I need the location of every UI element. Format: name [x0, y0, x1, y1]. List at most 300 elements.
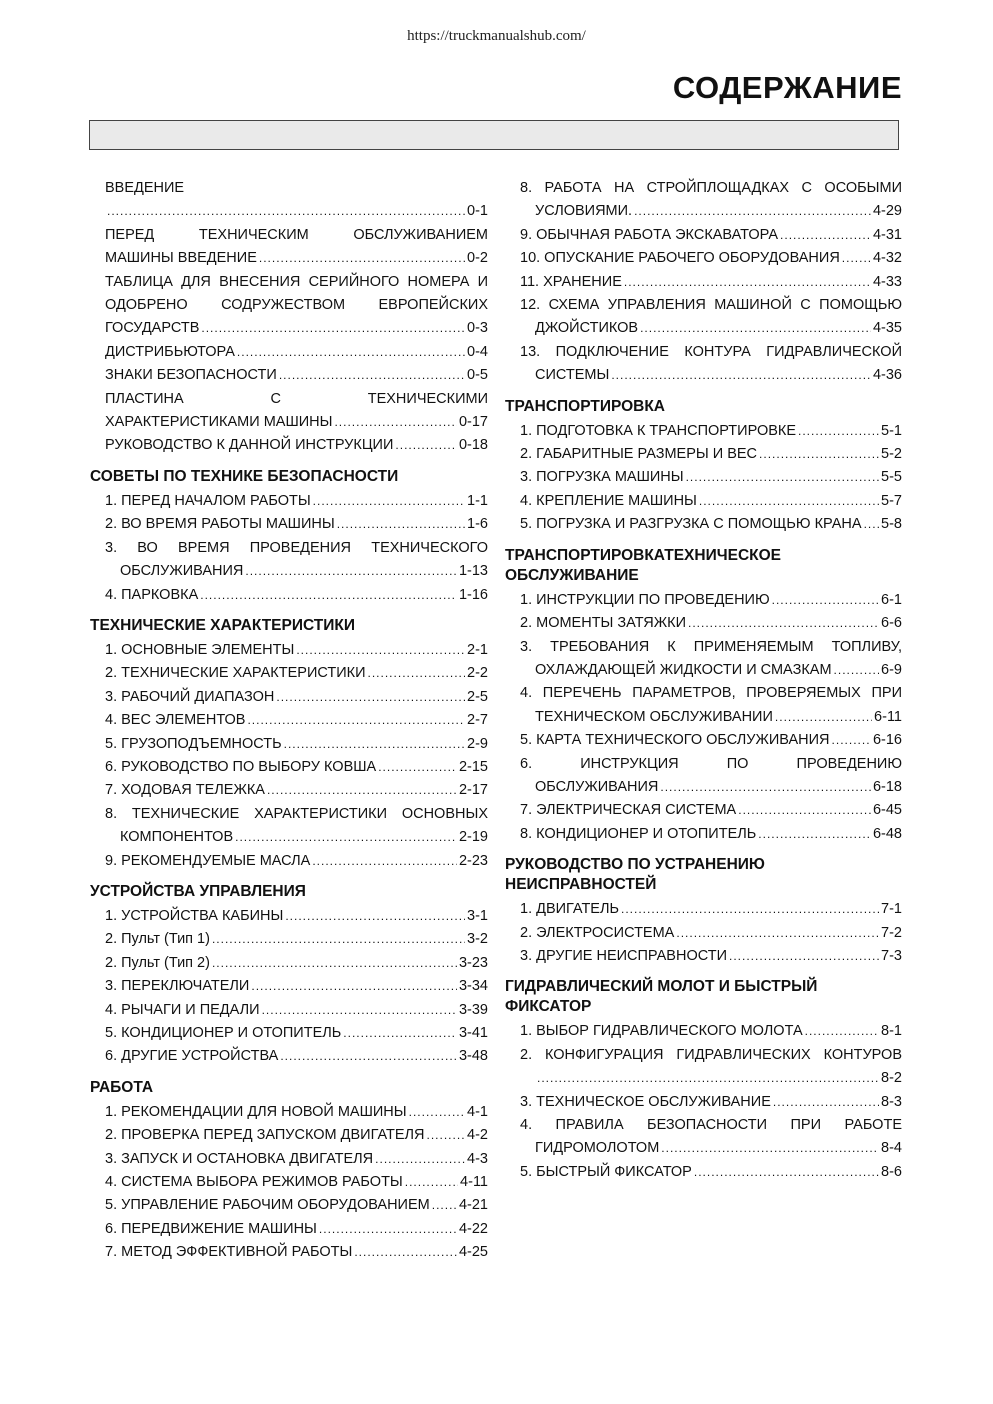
- page-number: 2-5: [467, 688, 488, 705]
- page-number: 3-41: [458, 1025, 488, 1041]
- dot-leader: [312, 850, 457, 873]
- dot-leader: [319, 1218, 457, 1241]
- toc-entry[interactable]: [90, 1218, 488, 1241]
- toc-entry-line: [505, 659, 902, 682]
- dot-leader: [758, 823, 871, 846]
- page-number: 5-2: [881, 446, 902, 463]
- section-heading: УСТРОЙСТВА УПРАВЛЕНИЯ: [90, 882, 306, 900]
- page-number: 0-3: [467, 320, 488, 337]
- toc-entry-text: ТАБЛИЦА ДЛЯ ВНЕСЕНИЯ СЕРИЙНОГО НОМЕРА И: [105, 273, 488, 290]
- toc-entry-label: ЗНАКИ БЕЗОПАСНОСТИ: [105, 367, 277, 384]
- dot-leader: [245, 560, 457, 583]
- dot-leader: [296, 639, 465, 662]
- toc-entry[interactable]: [505, 1161, 902, 1184]
- toc-entry-text: 8. РАБОТА НА СТРОЙПЛОЩАДКАХ С ОСОБЫМИ: [520, 180, 902, 196]
- toc-entry[interactable]: [505, 898, 902, 921]
- toc-entry-label: 3. ПОГРУЗКА МАШИНЫ: [520, 469, 684, 486]
- section-heading-line: ТРАНСПОРТИРОВКА: [505, 397, 666, 415]
- toc-entry-label: ТЕХНИЧЕСКОМ ОБСЛУЖИВАНИИ: [535, 708, 773, 725]
- toc-entry-line: [505, 490, 902, 513]
- page-number: 7-1: [881, 901, 902, 918]
- toc-entry[interactable]: [90, 928, 488, 951]
- toc-entry-label: 3. РАБОЧИЙ ДИАПАЗОН: [105, 688, 275, 705]
- toc-entry[interactable]: [505, 513, 902, 536]
- page-number: 4-2: [467, 1127, 488, 1144]
- toc-entry[interactable]: [505, 420, 902, 443]
- section-heading: [505, 855, 902, 895]
- toc-entry-line: [505, 271, 902, 294]
- toc-entry-line: [90, 662, 488, 685]
- toc-entry[interactable]: [90, 490, 488, 513]
- dot-leader: [686, 466, 879, 489]
- page-number: 0-5: [467, 367, 488, 384]
- toc-entry[interactable]: [90, 850, 488, 873]
- toc-entry[interactable]: [90, 952, 488, 975]
- dot-leader: [276, 686, 465, 709]
- toc-entry-line: [90, 200, 488, 223]
- toc-entry-line: [505, 898, 902, 921]
- toc-entry-label: ДЖОЙСТИКОВ: [535, 320, 639, 337]
- toc-entry[interactable]: [90, 779, 488, 802]
- dot-leader: [611, 364, 871, 387]
- toc-entry[interactable]: [505, 753, 902, 800]
- dot-leader: [200, 584, 457, 607]
- toc-entry[interactable]: [505, 1044, 902, 1091]
- toc-entry-label: ГОСУДАРСТВ: [105, 320, 200, 337]
- toc-entry-line: [90, 1022, 488, 1045]
- page-number: 3-39: [458, 1001, 488, 1018]
- toc-entry-text: ПЛАСТИНА С ТЕХНИЧЕСКИМИ: [105, 390, 488, 407]
- toc-entry-line: [505, 1020, 902, 1043]
- toc-entry-label: 7. МЕТОД ЭФФЕКТИВНОЙ РАБОТЫ: [105, 1244, 353, 1261]
- toc-entry-text: ОДОБРЕНО СОДРУЖЕСТВОМ ЕВРОПЕЙСКИХ: [105, 297, 488, 314]
- toc-entry[interactable]: [505, 466, 902, 489]
- toc-entry[interactable]: [90, 1148, 488, 1171]
- dot-leader: [395, 434, 457, 457]
- toc-entry-label: 5. БЫСТРЫЙ ФИКСАТОР: [520, 1163, 692, 1180]
- section-heading-line: ГИДРАВЛИЧЕСКИЙ МОЛОТ И БЫСТРЫЙ: [505, 978, 818, 996]
- toc-entry[interactable]: [90, 177, 488, 224]
- toc-entry[interactable]: [90, 584, 488, 607]
- toc-entry-text: 6. ИНСТРУКЦИЯ ПО ПРОВЕДЕНИЮ: [520, 755, 902, 772]
- toc-entry-label: 3. ДРУГИЕ НЕИСПРАВНОСТИ: [520, 947, 728, 964]
- dot-leader: [280, 1045, 457, 1068]
- toc-entry[interactable]: [90, 686, 488, 709]
- toc-entry[interactable]: [505, 224, 902, 247]
- section-heading-line: ФИКСАТОР: [505, 998, 592, 1016]
- toc-entry-line: [90, 247, 488, 270]
- toc-entry[interactable]: [90, 1194, 488, 1217]
- toc-entry[interactable]: [505, 799, 902, 822]
- toc-entry-line: [505, 612, 902, 635]
- dot-leader: [694, 1161, 879, 1184]
- dot-leader: [798, 420, 879, 443]
- section-heading: [505, 397, 902, 417]
- toc-entry-line: [505, 799, 902, 822]
- page-number: 7-3: [881, 947, 902, 964]
- toc-entry[interactable]: [90, 999, 488, 1022]
- toc-entry-label: 4. РЫЧАГИ И ПЕДАЛИ: [105, 1001, 260, 1018]
- toc-entry-label: 2. ТЕХНИЧЕСКИЕ ХАРАКТЕРИСТИКИ: [105, 665, 366, 682]
- dot-leader: [624, 271, 871, 294]
- toc-entry-label: 2. ГАБАРИТНЫЕ РАЗМЕРЫ И ВЕС: [520, 446, 758, 463]
- page-number: 0-1: [467, 203, 488, 220]
- page-number: 2-23: [458, 852, 488, 869]
- toc-entry-label: 1. ИНСТРУКЦИИ ПО ПРОВЕДЕНИЮ: [520, 591, 770, 608]
- page-number: 2-7: [467, 712, 488, 729]
- toc-entry-line: [90, 733, 488, 756]
- page-number: 6-6: [881, 615, 902, 632]
- toc-left-column: [90, 177, 488, 1265]
- toc-entry-line: [90, 1171, 488, 1194]
- dot-leader: [237, 341, 465, 364]
- dot-leader: [772, 589, 879, 612]
- toc-entry-label: 5. КАРТА ТЕХНИЧЕСКОГО ОБСЛУЖИВАНИЯ: [520, 732, 830, 749]
- toc-entry[interactable]: [505, 490, 902, 513]
- toc-entry-label: 9. РЕКОМЕНДУЕМЫЕ МАСЛА: [105, 852, 311, 869]
- toc-entry[interactable]: [505, 1091, 902, 1114]
- dot-leader: [107, 200, 465, 223]
- toc-entry-text: 3. ТРЕБОВАНИЯ К ПРИМЕНЯЕМЫМ ТОПЛИВУ,: [520, 638, 902, 655]
- toc-entry-label: ОБСЛУЖИВАНИЯ: [535, 778, 659, 795]
- dot-leader: [640, 317, 871, 340]
- dot-leader: [834, 659, 880, 682]
- toc-entry-line: [505, 1091, 902, 1114]
- page-number: 2-9: [467, 735, 488, 752]
- toc-entry[interactable]: [90, 271, 488, 341]
- dot-leader: [405, 1171, 458, 1194]
- toc-entry-line: [505, 706, 902, 729]
- page-number: 6-16: [872, 732, 902, 749]
- page-number: 6-1: [881, 591, 902, 608]
- dot-leader: [780, 224, 871, 247]
- page-number: 5-5: [881, 469, 902, 486]
- dot-leader: [738, 799, 871, 822]
- toc-entry-label: 4. КРЕПЛЕНИЕ МАШИНЫ: [520, 492, 697, 509]
- toc-entry-line: [90, 756, 488, 779]
- page-number: 0-2: [467, 250, 488, 267]
- toc-entry-label: 5. ПОГРУЗКА И РАЗГРУЗКА С ПОМОЩЬЮ КРАНА: [520, 516, 862, 533]
- page-number: 8-3: [881, 1093, 902, 1110]
- toc-entry-line: [90, 1124, 488, 1147]
- toc-entry[interactable]: [90, 1124, 488, 1147]
- toc-entry-label: 3. ТЕХНИЧЕСКОЕ ОБСЛУЖИВАНИЕ: [520, 1093, 771, 1110]
- toc-entry[interactable]: [505, 1114, 902, 1161]
- toc-entry-line: [505, 776, 902, 799]
- dot-leader: [262, 999, 457, 1022]
- toc-entry-text: ВВЕДЕНИЕ: [105, 180, 185, 196]
- toc-entry-line: [90, 850, 488, 873]
- toc-entry-label: ОБСЛУЖИВАНИЯ: [120, 563, 244, 580]
- toc-entry-line: [505, 443, 902, 466]
- toc-entry-label: 2. Пульт (Тип 1): [105, 931, 210, 948]
- toc-entry[interactable]: [505, 443, 902, 466]
- toc-entry[interactable]: [90, 364, 488, 387]
- toc-entry[interactable]: [90, 513, 488, 536]
- dot-leader: [759, 443, 879, 466]
- toc-entry-line: [90, 1194, 488, 1217]
- dot-leader: [661, 1137, 879, 1160]
- page-number: 8-4: [881, 1140, 902, 1157]
- toc-entry[interactable]: [90, 1022, 488, 1045]
- page-number: 2-17: [458, 782, 488, 799]
- toc-entry-text: 13. ПОДКЛЮЧЕНИЕ КОНТУРА ГИДРАВЛИЧЕСКОЙ: [520, 343, 902, 360]
- toc-entry-text: 2. КОНФИГУРАЦИЯ ГИДРАВЛИЧЕСКИХ КОНТУРОВ: [520, 1046, 902, 1063]
- toc-entry[interactable]: [505, 636, 902, 683]
- toc-entry-line: [90, 584, 488, 607]
- toc-entry-label: 1. ПЕРЕД НАЧАЛОМ РАБОТЫ: [105, 492, 311, 509]
- toc-entry-line: [90, 779, 488, 802]
- page-number: 0-17: [458, 414, 488, 431]
- page-number: 8-2: [881, 1070, 902, 1087]
- page-number: 0-4: [467, 343, 488, 360]
- toc-entry[interactable]: [90, 975, 488, 998]
- toc-entry-label: 5. КОНДИЦИОНЕР И ОТОПИТЕЛЬ: [105, 1025, 342, 1041]
- toc-entry-line: [90, 1148, 488, 1171]
- toc-entry[interactable]: [505, 612, 902, 635]
- toc-entry-label: 1. ДВИГАТЕЛЬ: [520, 901, 620, 918]
- toc-entry-label: 1. ВЫБОР ГИДРАВЛИЧЕСКОГО МОЛОТА: [520, 1023, 803, 1040]
- dot-leader: [378, 756, 457, 779]
- page-number: 2-2: [467, 665, 488, 682]
- dot-leader: [832, 729, 871, 752]
- page-number: 4-36: [872, 367, 902, 384]
- toc-entry-line: [505, 224, 902, 247]
- toc-entry-label: 1. ПОДГОТОВКА К ТРАНСПОРТИРОВКЕ: [520, 422, 797, 439]
- section-heading: [505, 977, 902, 1017]
- page-number: 1-16: [458, 586, 488, 603]
- toc-entry-label: ОХЛАЖДАЮЩЕЙ ЖИДКОСТИ И СМАЗКАМ: [535, 661, 832, 678]
- toc-entry-line: [505, 247, 902, 270]
- section-heading-line: РУКОВОДСТВО ПО УСТРАНЕНИЮ: [505, 856, 765, 874]
- header-divider-bar: [89, 120, 899, 150]
- toc-entry-label: 11. ХРАНЕНИЕ: [520, 273, 622, 290]
- dot-leader: [427, 1124, 466, 1147]
- toc-entry-label: 8. КОНДИЦИОНЕР И ОТОПИТЕЛЬ: [520, 825, 757, 842]
- toc-entry-line: [90, 709, 488, 732]
- toc-entry-label: 4. ПАРКОВКА: [105, 586, 199, 603]
- toc-entry-line: [505, 1067, 902, 1090]
- toc-entry[interactable]: [505, 945, 902, 968]
- toc-entry[interactable]: [90, 709, 488, 732]
- toc-entry-line: [505, 589, 902, 612]
- toc-entry-label: 10. ОПУСКАНИЕ РАБОЧЕГО ОБОРУДОВАНИЯ: [520, 250, 840, 267]
- dot-leader: [634, 200, 871, 223]
- dot-leader: [432, 1194, 457, 1217]
- page-number: 3-2: [467, 931, 488, 948]
- dot-leader: [773, 1091, 879, 1114]
- toc-entry-label: ГИДРОМОЛОТОМ: [535, 1140, 660, 1157]
- toc-entry-text: 4. ПЕРЕЧЕНЬ ПАРАМЕТРОВ, ПРОВЕРЯЕМЫХ ПРИ: [520, 685, 902, 702]
- dot-leader: [537, 1067, 879, 1090]
- toc-entry-text: 8. ТЕХНИЧЕСКИЕ ХАРАКТЕРИСТИКИ ОСНОВНЫХ: [105, 805, 488, 822]
- dot-leader: [313, 490, 465, 513]
- toc-entry-line: [90, 317, 488, 340]
- toc-entry-label: КОМПОНЕНТОВ: [120, 829, 234, 846]
- section-heading: [505, 546, 902, 586]
- page-number: 0-18: [458, 437, 488, 454]
- toc-entry-label: УСЛОВИЯМИ.: [535, 203, 633, 220]
- toc-entry-label: 2. ПРОВЕРКА ПЕРЕД ЗАПУСКОМ ДВИГАТЕЛЯ: [105, 1127, 425, 1144]
- toc-entry[interactable]: [90, 905, 488, 928]
- toc-entry[interactable]: [505, 823, 902, 846]
- toc-entry-text: 3. ВО ВРЕМЯ ПРОВЕДЕНИЯ ТЕХНИЧЕСКОГО: [105, 539, 488, 556]
- toc-entry-text: ПЕРЕД ТЕХНИЧЕСКИМ ОБСЛУЖИВАНИЕМ: [105, 226, 488, 243]
- toc-entry[interactable]: [90, 1101, 488, 1124]
- toc-entry-line: [505, 823, 902, 846]
- page-number: 3-48: [458, 1048, 488, 1065]
- toc-entry[interactable]: [505, 294, 902, 341]
- toc-entry[interactable]: [90, 662, 488, 685]
- page-number: 8-1: [881, 1023, 902, 1040]
- toc-entry[interactable]: [505, 247, 902, 270]
- toc-entry[interactable]: [90, 388, 488, 435]
- dot-leader: [676, 922, 879, 945]
- page-number: 5-1: [881, 422, 902, 439]
- toc-entry-label: 1. ОСНОВНЫЕ ЭЛЕМЕНТЫ: [105, 641, 295, 658]
- section-heading: РАБОТА: [90, 1078, 154, 1096]
- toc-entry-line: [90, 1218, 488, 1241]
- page-title: СОДЕРЖАНИЕ: [672, 70, 902, 105]
- toc-entry-label: 2. МОМЕНТЫ ЗАТЯЖКИ: [520, 615, 686, 632]
- dot-leader: [284, 733, 465, 756]
- dot-leader: [660, 776, 871, 799]
- page-number: 5-8: [881, 516, 902, 533]
- page-number: 6-9: [881, 661, 902, 678]
- toc-entry[interactable]: [505, 1020, 902, 1043]
- dot-leader: [805, 1020, 879, 1043]
- toc-entry-line: [90, 513, 488, 536]
- toc-entry[interactable]: [505, 341, 902, 388]
- toc-entry[interactable]: [90, 434, 488, 457]
- toc-entry[interactable]: [90, 639, 488, 662]
- toc-entry-line: [90, 826, 488, 849]
- dot-leader: [251, 975, 457, 998]
- toc-right-column: [505, 177, 902, 1184]
- section-heading-line: ТРАНСПОРТИРОВКАТЕХНИЧЕСКОЕ: [505, 546, 781, 564]
- toc-entry-line: [90, 975, 488, 998]
- page-number: 1-6: [467, 516, 488, 533]
- section-heading: ТЕХНИЧЕСКИЕ ХАРАКТЕРИСТИКИ: [90, 616, 355, 634]
- toc-entry-label: 5. УПРАВЛЕНИЕ РАБОЧИМ ОБОРУДОВАНИЕМ: [105, 1197, 430, 1214]
- toc-entry-line: [90, 341, 488, 364]
- toc-entry-line: [505, 317, 902, 340]
- dot-leader: [201, 317, 465, 340]
- page-number: 1-1: [467, 492, 488, 509]
- toc-entry-line: [90, 1101, 488, 1124]
- toc-entry-label: 6. ПЕРЕДВИЖЕНИЕ МАШИНЫ: [105, 1220, 317, 1237]
- dot-leader: [212, 928, 465, 951]
- toc-entry-label: 2. Пульт (Тип 2): [105, 954, 210, 971]
- toc-entry-label: 7. ХОДОВАЯ ТЕЛЕЖКА: [105, 782, 265, 799]
- toc-entry-label: 9. ОБЫЧНАЯ РАБОТА ЭКСКАВАТОРА: [520, 226, 779, 243]
- page-number: 4-3: [467, 1150, 488, 1167]
- page-number: 4-1: [467, 1103, 488, 1120]
- toc-entry-line: [90, 928, 488, 951]
- toc-entry[interactable]: [90, 1241, 488, 1264]
- dot-leader: [775, 706, 872, 729]
- toc-entry[interactable]: [90, 756, 488, 779]
- toc-entry-line: [90, 639, 488, 662]
- dot-leader: [235, 826, 457, 849]
- toc-entry-label: 2. ЭЛЕКТРОСИСТЕМА: [520, 924, 675, 941]
- toc-entry-line: [90, 490, 488, 513]
- toc-entry[interactable]: [505, 682, 902, 729]
- dot-leader: [259, 247, 465, 270]
- dot-leader: [343, 1022, 457, 1045]
- section-heading: СОВЕТЫ ПО ТЕХНИКЕ БЕЗОПАСНОСТИ: [90, 467, 399, 485]
- toc-entry-label: МАШИНЫ ВВЕДЕНИЕ: [105, 250, 257, 267]
- toc-entry-label: 7. ЭЛЕКТРИЧЕСКАЯ СИСТЕМА: [520, 802, 737, 819]
- toc-entry-label: РУКОВОДСТВО К ДАННОЙ ИНСТРУКЦИИ: [105, 437, 394, 454]
- toc-entry-line: [90, 1241, 488, 1264]
- toc-entry[interactable]: [505, 177, 902, 224]
- dot-leader: [864, 513, 879, 536]
- toc-entry-line: [90, 686, 488, 709]
- toc-entry[interactable]: [90, 1045, 488, 1068]
- toc-entry[interactable]: [505, 271, 902, 294]
- page-number: 8-6: [881, 1163, 902, 1180]
- toc-entry[interactable]: [90, 537, 488, 584]
- toc-entry[interactable]: [505, 729, 902, 752]
- page-number: 4-29: [872, 203, 902, 220]
- toc-entry-label: ДИСТРИБЬЮТОРА: [105, 343, 235, 360]
- toc-entry[interactable]: [505, 589, 902, 612]
- dot-leader: [409, 1101, 465, 1124]
- toc-entry-line: [505, 364, 902, 387]
- page-number: 6-18: [872, 778, 902, 795]
- page-number: 4-31: [872, 226, 902, 243]
- dot-leader: [267, 779, 457, 802]
- page-number: 2-1: [467, 641, 488, 658]
- toc-entry-line: [90, 364, 488, 387]
- toc-entry-label: 1. РЕКОМЕНДАЦИИ ДЛЯ НОВОЙ МАШИНЫ: [105, 1103, 407, 1120]
- dot-leader: [212, 952, 457, 975]
- dot-leader: [621, 898, 879, 921]
- toc-entry-line: [90, 999, 488, 1022]
- dot-leader: [688, 612, 879, 635]
- page-number: 6-11: [874, 708, 902, 725]
- page-number: 7-2: [881, 924, 902, 941]
- toc-entry-line: [505, 466, 902, 489]
- toc-entry-label: 4. ВЕС ЭЛЕМЕНТОВ: [105, 712, 246, 729]
- toc-entry[interactable]: [90, 341, 488, 364]
- page-number: 4-25: [458, 1244, 488, 1261]
- toc-entry[interactable]: [505, 922, 902, 945]
- section-heading-line: ОБСЛУЖИВАНИЕ: [505, 566, 639, 584]
- toc-entry-text: 4. ПРАВИЛА БЕЗОПАСНОСТИ ПРИ РАБОТЕ: [520, 1117, 902, 1133]
- source-url: https://truckmanualshub.com/: [407, 28, 586, 44]
- page-number: 2-15: [458, 758, 488, 775]
- page-number: 3-1: [467, 907, 488, 924]
- dot-leader: [375, 1148, 465, 1171]
- toc-entry[interactable]: [90, 1171, 488, 1194]
- toc-entry-line: [505, 513, 902, 536]
- dot-leader: [729, 945, 879, 968]
- page-number: 3-23: [458, 954, 488, 971]
- toc-entry-label: 5. ГРУЗОПОДЪЕМНОСТЬ: [105, 735, 282, 752]
- toc-entry[interactable]: [90, 224, 488, 271]
- toc-entry[interactable]: [90, 803, 488, 850]
- page-number: 4-21: [458, 1197, 488, 1214]
- page-number: 1-13: [458, 563, 488, 580]
- toc-entry-label: 1. УСТРОЙСТВА КАБИНЫ: [105, 907, 284, 924]
- page-number: 6-45: [872, 802, 902, 819]
- toc-entry-line: [505, 1161, 902, 1184]
- toc-entry-line: [505, 200, 902, 223]
- toc-entry-line: [505, 1137, 902, 1160]
- toc-entry[interactable]: [90, 733, 488, 756]
